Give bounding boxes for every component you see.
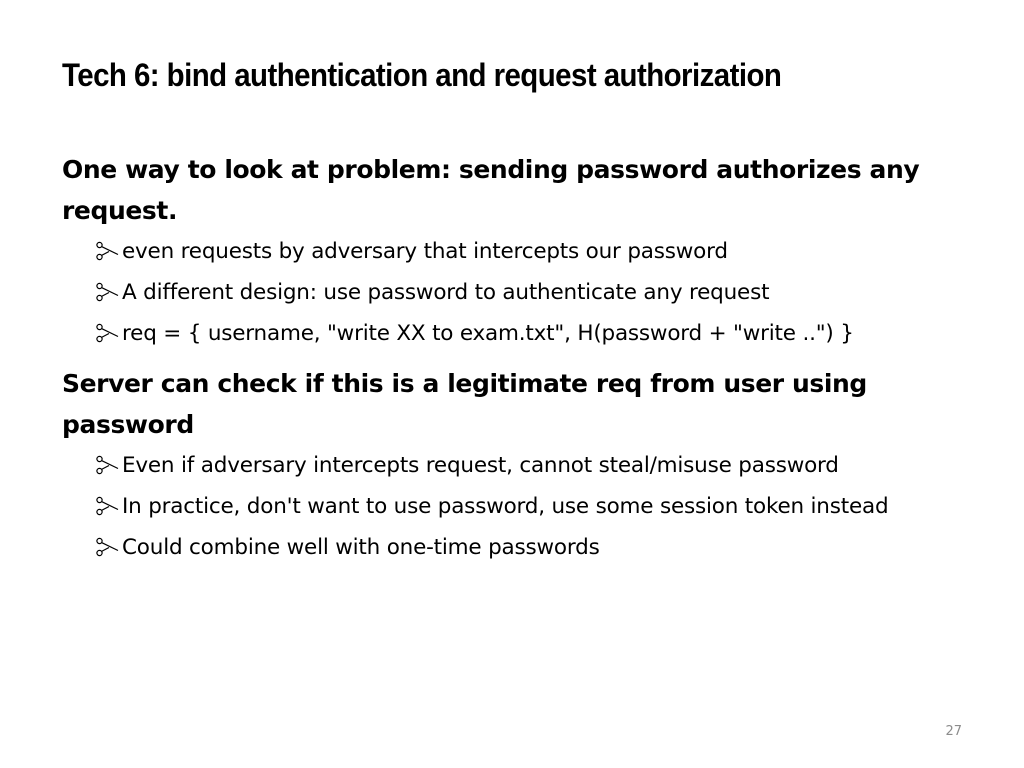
sub-bullet-item	[62, 231, 972, 272]
sub-bullet-item	[62, 486, 972, 527]
sub-bullet-item	[62, 313, 972, 354]
sub-bullet-text: req = { username, "write XX to exam.txt", H(password + "write ..") }	[122, 321, 854, 346]
sub-bullet-text: In practice, don't want to use password, use some session token instead	[122, 494, 889, 519]
main-point: Server can check if this is a legitimate req from user using password	[62, 369, 867, 439]
main-point: One way to look at problem: sending password authorizes any request.	[62, 155, 920, 225]
slide-content	[62, 149, 972, 568]
sub-bullet-item	[62, 527, 972, 568]
sub-bullet-item	[62, 272, 972, 313]
scissors-icon	[95, 445, 121, 486]
scissors-icon	[95, 313, 121, 354]
slide-title: Tech 6: bind authentication and request authorization	[62, 57, 782, 93]
scissors-icon	[95, 272, 121, 313]
sub-bullet-text: Even if adversary intercepts request, cannot steal/misuse password	[122, 453, 839, 478]
page-number: 27	[945, 724, 962, 739]
sub-bullet-text: even requests by adversary that intercepts our password	[122, 239, 728, 264]
sub-bullet-text: A different design: use password to authenticate any request	[122, 280, 770, 305]
sub-bullet-list	[62, 231, 972, 354]
scissors-icon	[95, 231, 121, 272]
sub-bullet-item	[62, 445, 972, 486]
sub-bullet-text: Could combine well with one-time passwords	[122, 535, 600, 560]
scissors-icon	[95, 486, 121, 527]
scissors-icon	[95, 527, 121, 568]
sub-bullet-list	[62, 445, 972, 568]
